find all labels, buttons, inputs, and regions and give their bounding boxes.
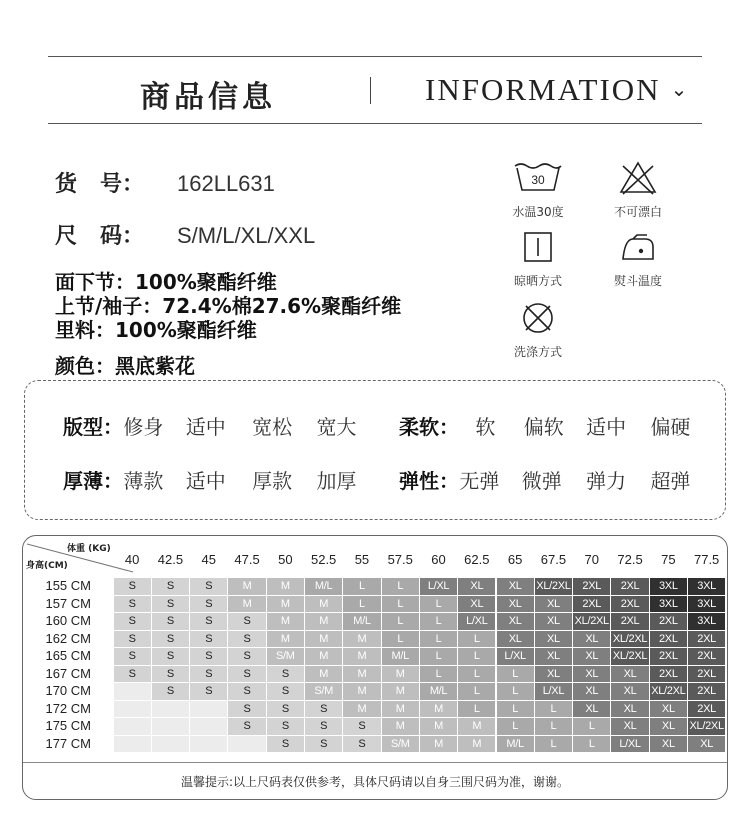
- size-cell: 2XL: [573, 578, 610, 595]
- attr-elasticity-label: 弹性：: [399, 469, 459, 493]
- size-cell: M: [267, 596, 304, 613]
- size-range: [55, 219, 315, 250]
- size-cell: XL: [611, 701, 648, 718]
- size-cell: S: [114, 631, 151, 648]
- size-cell: L: [420, 613, 457, 630]
- size-cell: L: [497, 701, 534, 718]
- weight-header: 52.5: [310, 552, 337, 567]
- attr-option: 超弹: [650, 469, 691, 493]
- attr-option: 加厚: [316, 469, 357, 493]
- size-cell: [114, 701, 151, 718]
- size-cell: L: [382, 613, 419, 630]
- attr-fit-label: 版型：: [63, 415, 123, 439]
- size-cell: S: [152, 683, 189, 700]
- item-number-value: 162LL631: [177, 171, 275, 196]
- size-cell: XL: [573, 666, 610, 683]
- size-cell: 2XL: [611, 613, 648, 630]
- size-cell: M/L: [343, 613, 380, 630]
- size-cell: S: [267, 736, 304, 753]
- size-cell: M: [382, 683, 419, 700]
- size-cell: S: [114, 596, 151, 613]
- wash-30-icon: [511, 160, 565, 196]
- height-header: 162 CM: [45, 630, 91, 646]
- size-cell: 2XL: [688, 648, 725, 665]
- attribute-panel: [24, 380, 726, 520]
- size-cell: S: [152, 578, 189, 595]
- table-divider: [23, 762, 727, 763]
- size-cell: S: [343, 736, 380, 753]
- care-label: 洗涤方式: [513, 345, 562, 359]
- size-cell: XL: [573, 683, 610, 700]
- size-cell: XL: [535, 631, 572, 648]
- attr-option: 弹力: [586, 469, 627, 493]
- size-cell: M: [305, 596, 342, 613]
- material-line-2: 上节/袖子：72.4%棉27.6%聚酯纤维: [55, 294, 402, 318]
- size-cell: L: [382, 578, 419, 595]
- size-cell: S: [228, 718, 265, 735]
- size-cell: [190, 736, 227, 753]
- size-cell: 2XL: [573, 596, 610, 613]
- height-header: 167 CM: [45, 665, 91, 681]
- attr-option: 薄款: [123, 469, 164, 493]
- item-number: [55, 167, 275, 198]
- weight-header: 60: [431, 552, 446, 567]
- size-cell: XL: [458, 578, 495, 595]
- size-cell: M/L: [305, 578, 342, 595]
- chevron-down-icon[interactable]: ⌄: [670, 79, 690, 101]
- size-cell: [228, 736, 265, 753]
- size-cell: M: [420, 701, 457, 718]
- size-cell: 2XL: [688, 631, 725, 648]
- size-cell: [190, 701, 227, 718]
- size-cell: L: [458, 701, 495, 718]
- size-cell: L/XL: [535, 683, 572, 700]
- care-iron: [598, 229, 678, 289]
- size-cell: M: [382, 666, 419, 683]
- size-cell: S: [190, 666, 227, 683]
- size-cell: 3XL: [688, 596, 725, 613]
- size-cell: XL: [688, 736, 725, 753]
- weight-header: 42.5: [157, 552, 184, 567]
- title-en: [425, 72, 689, 108]
- material-line-3: 里料：100%聚酯纤维: [55, 318, 257, 342]
- size-chart: [22, 535, 728, 800]
- size-cell: 2XL: [688, 683, 725, 700]
- size-cell: XL: [535, 666, 572, 683]
- attr-option: 偏硬: [650, 415, 691, 439]
- size-cell: L: [382, 596, 419, 613]
- size-cell: XL/2XL: [535, 578, 572, 595]
- size-cell: S: [305, 736, 342, 753]
- care-no-bleach: [598, 160, 678, 220]
- size-cell: M: [458, 718, 495, 735]
- size-cell: S: [228, 683, 265, 700]
- size-cell: S: [190, 648, 227, 665]
- size-cell: XL: [535, 596, 572, 613]
- size-cell: S/M: [305, 683, 342, 700]
- size-cell: L: [458, 666, 495, 683]
- size-cell: S: [114, 613, 151, 630]
- attr-option: 适中: [586, 411, 626, 440]
- size-cell: L: [420, 648, 457, 665]
- header-top-rule: [48, 56, 702, 57]
- size-cell: L: [535, 701, 572, 718]
- size-cell: M: [343, 683, 380, 700]
- size-cell: M: [267, 578, 304, 595]
- size-cell: [114, 718, 151, 735]
- size-cell: S: [190, 631, 227, 648]
- size-cell: [152, 736, 189, 753]
- color-line: 颜色：黑底紫花: [55, 354, 195, 378]
- size-cell: M: [420, 718, 457, 735]
- size-cell: 2XL: [650, 613, 687, 630]
- size-cell: [114, 736, 151, 753]
- size-cell: M: [305, 666, 342, 683]
- size-cell: M: [382, 701, 419, 718]
- size-cell: L: [573, 718, 610, 735]
- size-cell: XL: [497, 578, 534, 595]
- size-cell: M: [458, 736, 495, 753]
- title-separator: [370, 77, 371, 104]
- size-cell: S: [267, 666, 304, 683]
- size-cell: 3XL: [650, 596, 687, 613]
- height-header: 165 CM: [45, 648, 91, 663]
- attr-softness-label: 柔软：: [399, 415, 459, 439]
- weight-header: 55: [354, 552, 370, 567]
- size-cell: 3XL: [688, 613, 725, 630]
- attr-option: 无弹: [459, 465, 499, 494]
- weight-header: 77.5: [693, 552, 720, 567]
- attr-option: 适中: [186, 465, 226, 494]
- iron-icon: [611, 229, 665, 265]
- corner-weight-label: 体重 (KG): [67, 544, 111, 554]
- size-cell: S: [152, 648, 189, 665]
- size-cell: M: [382, 718, 419, 735]
- size-cell: M/L: [497, 736, 534, 753]
- size-cell: L: [573, 736, 610, 753]
- height-header: 175 CM: [45, 718, 91, 733]
- attr-thickness-label: 厚薄：: [63, 469, 123, 493]
- size-cell: 3XL: [688, 578, 725, 595]
- weight-header: 72.5: [617, 552, 643, 567]
- size-cell: L: [497, 718, 534, 735]
- size-cell: L: [458, 648, 495, 665]
- height-header: 172 CM: [45, 700, 91, 716]
- size-tip: 温馨提示:以上尺码表仅供参考，具体尺码请以自身三围尺码为准，谢谢。: [180, 775, 570, 789]
- size-cell: XL/2XL: [611, 631, 648, 648]
- size-cell: M: [343, 666, 380, 683]
- size-cell: S: [228, 613, 265, 630]
- care-label: 熨斗温度: [613, 274, 662, 288]
- size-cell: L: [382, 631, 419, 648]
- attr-elasticity: [399, 465, 691, 494]
- size-cell: XL: [650, 718, 687, 735]
- size-cell: 2XL: [688, 666, 725, 683]
- weight-header: 75: [661, 552, 676, 567]
- size-cell: L/XL: [611, 736, 648, 753]
- size-cell: 3XL: [650, 578, 687, 595]
- care-label: 不可漂白: [613, 205, 662, 219]
- size-cell: XL/2XL: [573, 613, 610, 630]
- drying-icon: [511, 229, 565, 265]
- size-cell: XL: [573, 648, 610, 665]
- title-en-text: INFORMATION: [425, 72, 661, 107]
- weight-header: 65: [507, 552, 523, 567]
- care-wash-30: [498, 160, 578, 220]
- weight-header: 57.5: [387, 552, 413, 567]
- size-cell: S: [267, 683, 304, 700]
- attr-option: 适中: [185, 415, 226, 439]
- size-cell: L: [343, 578, 380, 595]
- size-cell: 2XL: [688, 701, 725, 718]
- size-cell: S: [228, 631, 265, 648]
- size-cell: S: [152, 596, 189, 613]
- wash-temp-text: 30: [531, 173, 545, 187]
- attr-option: 宽大: [316, 415, 357, 439]
- size-cell: S: [114, 666, 151, 683]
- size-cell: S: [190, 613, 227, 630]
- no-bleach-icon: [611, 160, 665, 196]
- size-cell: XL: [573, 701, 610, 718]
- size-range-label: 尺 码：: [55, 224, 144, 249]
- size-cell: L/XL: [458, 613, 495, 630]
- size-cell: [152, 718, 189, 735]
- size-cell: L: [343, 596, 380, 613]
- weight-header: 47.5: [234, 552, 260, 567]
- size-cell: S: [343, 718, 380, 735]
- attr-fit: [63, 411, 357, 440]
- size-cell: XL: [650, 736, 687, 753]
- size-cell: M: [305, 648, 342, 665]
- size-cell: XL: [611, 718, 648, 735]
- size-cell: M: [228, 596, 265, 613]
- attr-option: 软: [475, 415, 496, 439]
- size-cell: XL: [650, 701, 687, 718]
- size-cell: XL/2XL: [688, 718, 725, 735]
- size-cell: 2XL: [650, 631, 687, 648]
- size-cell: M: [267, 631, 304, 648]
- weight-header: 50: [278, 552, 293, 567]
- size-cell: S: [190, 578, 227, 595]
- size-cell: S: [190, 683, 227, 700]
- size-cell: XL: [497, 596, 534, 613]
- weight-header: 45: [201, 552, 216, 567]
- size-cell: XL: [458, 596, 495, 613]
- height-header: 170 CM: [45, 683, 91, 698]
- title-cn: 商品信息: [140, 80, 276, 115]
- size-cell: XL: [535, 613, 572, 630]
- attr-thickness: [63, 465, 357, 494]
- height-header: 157 CM: [45, 595, 91, 611]
- size-cell: M: [343, 701, 380, 718]
- size-cell: S: [267, 718, 304, 735]
- no-dry-clean-icon: [511, 300, 565, 336]
- care-label: 晾晒方式: [513, 274, 562, 288]
- size-cell: L: [535, 718, 572, 735]
- weight-header: 70: [584, 552, 599, 567]
- size-cell: [114, 683, 151, 700]
- weight-header: 40: [124, 552, 140, 567]
- size-cell: XL: [611, 683, 648, 700]
- size-cell: M: [267, 613, 304, 630]
- height-header: 160 CM: [45, 613, 91, 628]
- size-cell: L: [420, 631, 457, 648]
- size-range-value: S/M/L/XL/XXL: [177, 223, 316, 248]
- attr-option: 微弹: [521, 469, 562, 493]
- size-cell: M: [228, 578, 265, 595]
- size-cell: L: [458, 683, 495, 700]
- size-cell: M: [343, 631, 380, 648]
- header-bottom-rule: [48, 123, 702, 124]
- size-cell: S: [228, 701, 265, 718]
- size-cell: L/XL: [420, 578, 457, 595]
- size-cell: S: [228, 648, 265, 665]
- size-cell: S: [114, 648, 151, 665]
- size-cell: XL/2XL: [611, 648, 648, 665]
- care-no-dry-clean: [498, 300, 578, 360]
- material-line-1: 面下节：100%聚酯纤维: [55, 270, 277, 294]
- size-cell: XL: [573, 631, 610, 648]
- attr-option: 宽松: [252, 415, 293, 439]
- size-cell: XL: [497, 631, 534, 648]
- size-cell: XL: [611, 666, 648, 683]
- size-cell: S: [305, 718, 342, 735]
- attr-option: 修身: [123, 411, 163, 440]
- size-cell: S: [305, 701, 342, 718]
- size-cell: S: [152, 631, 189, 648]
- size-cell: 2XL: [650, 666, 687, 683]
- size-cell: M: [305, 631, 342, 648]
- size-cell: [152, 701, 189, 718]
- size-cell: M: [343, 648, 380, 665]
- size-cell: L: [420, 666, 457, 683]
- height-header: 177 CM: [45, 735, 91, 751]
- height-header: 155 CM: [45, 578, 91, 593]
- size-cell: S/M: [382, 736, 419, 753]
- size-cell: M: [305, 613, 342, 630]
- size-cell: 2XL: [650, 648, 687, 665]
- size-cell: S: [152, 666, 189, 683]
- size-cell: S: [228, 666, 265, 683]
- size-cell: L: [497, 683, 534, 700]
- weight-header: 67.5: [540, 552, 567, 567]
- size-cell: XL/2XL: [650, 683, 687, 700]
- size-cell: 2XL: [611, 596, 648, 613]
- attr-option: 厚款: [252, 469, 293, 493]
- care-drying: [498, 229, 578, 289]
- size-cell: 2XL: [611, 578, 648, 595]
- corner-height-label: 身高(CM): [26, 561, 68, 571]
- weight-header: 62.5: [464, 552, 490, 567]
- attr-softness: [399, 411, 691, 440]
- size-cell: L: [535, 736, 572, 753]
- size-cell: S: [152, 613, 189, 630]
- size-cell: M/L: [382, 648, 419, 665]
- item-number-label: 货 号：: [55, 172, 144, 197]
- size-cell: L: [458, 631, 495, 648]
- size-cell: [190, 718, 227, 735]
- size-cell: XL: [535, 648, 572, 665]
- size-cell: L: [497, 666, 534, 683]
- size-cell: L: [420, 596, 457, 613]
- size-cell: S/M: [267, 648, 304, 665]
- care-label: 水温30度: [512, 205, 564, 219]
- size-cell: M: [420, 736, 457, 753]
- size-cell: S: [114, 578, 151, 595]
- size-cell: XL: [497, 613, 534, 630]
- size-cell: S: [190, 596, 227, 613]
- attr-option: 偏软: [523, 415, 564, 439]
- size-cell: L/XL: [497, 648, 534, 665]
- size-cell: M/L: [420, 683, 457, 700]
- size-cell: S: [267, 701, 304, 718]
